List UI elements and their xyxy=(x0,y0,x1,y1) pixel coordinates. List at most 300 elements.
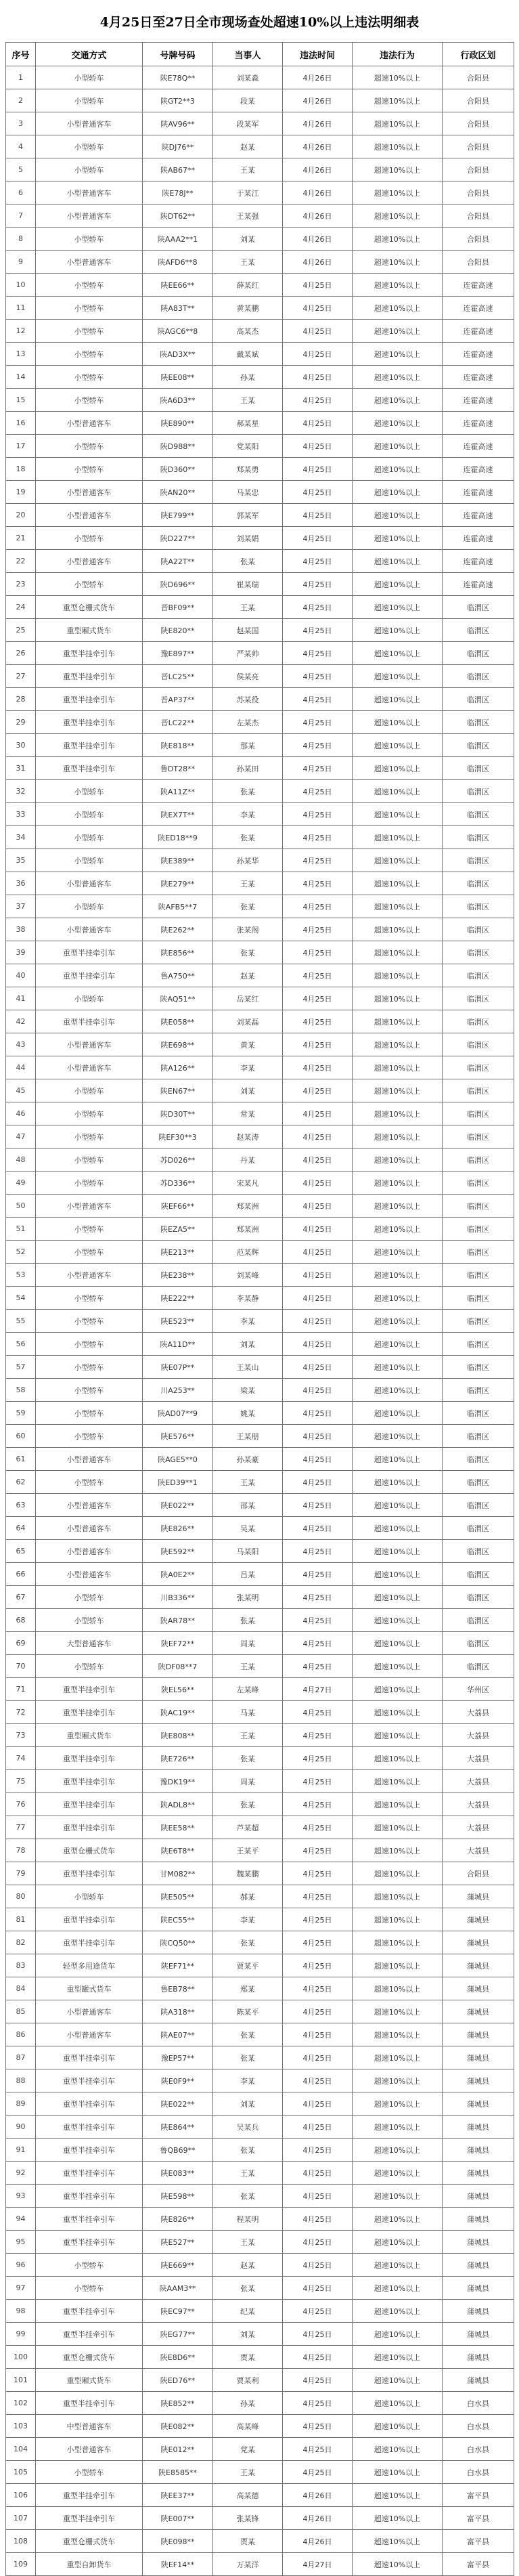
cell-violation: 超速10%以上 xyxy=(353,435,443,458)
table-row xyxy=(6,987,514,1010)
cell-violation: 超速10%以上 xyxy=(353,1793,443,1816)
table-row xyxy=(6,366,514,389)
cell-plate-number: 陕E78J** xyxy=(143,181,213,205)
table-row xyxy=(6,1333,514,1356)
cell-vehicle-type: 重型半挂牵引车 xyxy=(36,2323,143,2346)
cell-district: 临渭区 xyxy=(443,1655,514,1678)
cell-index: 44 xyxy=(6,1056,36,1079)
cell-plate-number: 陕E890** xyxy=(143,412,213,435)
cell-party: 张某 xyxy=(213,1609,283,1632)
cell-index: 57 xyxy=(6,1356,36,1379)
cell-violation: 超速10%以上 xyxy=(353,1885,443,1908)
table-row xyxy=(6,527,514,550)
cell-index: 79 xyxy=(6,1862,36,1885)
cell-violation: 超速10%以上 xyxy=(353,1908,443,1931)
cell-violation-date: 4月25日 xyxy=(283,987,353,1010)
table-row xyxy=(6,2254,514,2277)
cell-vehicle-type: 小型轿车 xyxy=(36,135,143,158)
table-row xyxy=(6,297,514,320)
cell-party: 孙某豪 xyxy=(213,1448,283,1471)
cell-plate-number: 甘M082** xyxy=(143,1862,213,1885)
cell-index: 31 xyxy=(6,757,36,780)
column-header-party: 当事人 xyxy=(213,43,283,66)
cell-violation-date: 4月25日 xyxy=(283,1908,353,1931)
cell-district: 蒲城县 xyxy=(443,2231,514,2254)
table-row xyxy=(6,1977,514,2000)
cell-violation: 超速10%以上 xyxy=(353,619,443,642)
cell-party: 李某 xyxy=(213,1908,283,1931)
cell-index: 45 xyxy=(6,1079,36,1102)
cell-district: 临渭区 xyxy=(443,642,514,665)
cell-violation: 超速10%以上 xyxy=(353,2116,443,2139)
cell-violation: 超速10%以上 xyxy=(353,504,443,527)
cell-violation-date: 4月26日 xyxy=(283,158,353,181)
cell-plate-number: 陕E726** xyxy=(143,1747,213,1770)
table-row xyxy=(6,412,514,435)
cell-plate-number: 陕E808** xyxy=(143,1724,213,1747)
table-row xyxy=(6,181,514,205)
cell-violation-date: 4月25日 xyxy=(283,2461,353,2484)
cell-district: 临渭区 xyxy=(443,1056,514,1079)
cell-index: 90 xyxy=(6,2116,36,2139)
cell-plate-number: 陕AN20** xyxy=(143,481,213,504)
cell-violation-date: 4月25日 xyxy=(283,1448,353,1471)
cell-district: 临渭区 xyxy=(443,1563,514,1586)
cell-vehicle-type: 小型轿车 xyxy=(36,1241,143,1264)
cell-violation: 超速10%以上 xyxy=(353,366,443,389)
cell-index: 87 xyxy=(6,2046,36,2069)
cell-index: 105 xyxy=(6,2461,36,2484)
cell-violation: 超速10%以上 xyxy=(353,1264,443,1287)
cell-index: 41 xyxy=(6,987,36,1010)
table-row xyxy=(6,2415,514,2438)
cell-district: 临渭区 xyxy=(443,1172,514,1195)
cell-index: 80 xyxy=(6,1885,36,1908)
cell-violation: 超速10%以上 xyxy=(353,2069,443,2092)
cell-vehicle-type: 重型半挂牵引车 xyxy=(36,1862,143,1885)
cell-violation: 超速10%以上 xyxy=(353,2323,443,2346)
cell-index: 15 xyxy=(6,389,36,412)
cell-vehicle-type: 小型轿车 xyxy=(36,1310,143,1333)
cell-district: 连霍高速 xyxy=(443,458,514,481)
cell-violation: 超速10%以上 xyxy=(353,1195,443,1218)
cell-violation: 超速10%以上 xyxy=(353,1494,443,1517)
cell-party: 芦某超 xyxy=(213,1816,283,1839)
table-row xyxy=(6,596,514,619)
cell-district: 临渭区 xyxy=(443,1471,514,1494)
table-row xyxy=(6,1079,514,1102)
cell-plate-number: 川A253** xyxy=(143,1379,213,1402)
cell-index: 55 xyxy=(6,1310,36,1333)
cell-vehicle-type: 重型半挂牵引车 xyxy=(36,2116,143,2139)
table-row xyxy=(6,1471,514,1494)
cell-index: 88 xyxy=(6,2069,36,2092)
cell-plate-number: 陕A0E2** xyxy=(143,1563,213,1586)
cell-district: 临渭区 xyxy=(443,1333,514,1356)
table-row xyxy=(6,1885,514,1908)
table-row xyxy=(6,1010,514,1033)
cell-district: 蒲城县 xyxy=(443,2323,514,2346)
cell-index: 107 xyxy=(6,2507,36,2530)
cell-plate-number: 陕AD3X** xyxy=(143,343,213,366)
table-row xyxy=(6,1494,514,1517)
cell-party: 那某 xyxy=(213,734,283,757)
cell-vehicle-type: 重型半挂牵引车 xyxy=(36,2300,143,2323)
cell-violation-date: 4月25日 xyxy=(283,1977,353,2000)
cell-party: 于某江 xyxy=(213,181,283,205)
cell-party: 张某 xyxy=(213,1793,283,1816)
table-row xyxy=(6,504,514,527)
table-row xyxy=(6,228,514,251)
cell-index: 4 xyxy=(6,135,36,158)
cell-violation: 超速10%以上 xyxy=(353,2369,443,2392)
cell-index: 70 xyxy=(6,1655,36,1678)
cell-plate-number: 陕D988** xyxy=(143,435,213,458)
cell-violation: 超速10%以上 xyxy=(353,1770,443,1793)
cell-violation: 超速10%以上 xyxy=(353,1125,443,1149)
table-row xyxy=(6,1125,514,1149)
cell-plate-number: 陕E262** xyxy=(143,918,213,941)
cell-violation: 超速10%以上 xyxy=(353,274,443,297)
cell-violation-date: 4月25日 xyxy=(283,458,353,481)
cell-violation-date: 4月26日 xyxy=(283,135,353,158)
cell-district: 连霍高速 xyxy=(443,320,514,343)
cell-violation: 超速10%以上 xyxy=(353,2461,443,2484)
cell-district: 连霍高速 xyxy=(443,481,514,504)
cell-violation: 超速10%以上 xyxy=(353,1218,443,1241)
table-row xyxy=(6,89,514,112)
cell-violation: 超速10%以上 xyxy=(353,2000,443,2023)
cell-plate-number: 陕CQ50** xyxy=(143,1931,213,1954)
table-row xyxy=(6,2116,514,2139)
cell-district: 临渭区 xyxy=(443,1195,514,1218)
table-row xyxy=(6,2369,514,2392)
cell-violation: 超速10%以上 xyxy=(353,1701,443,1724)
cell-vehicle-type: 小型轿车 xyxy=(36,1125,143,1149)
cell-violation-date: 4月25日 xyxy=(283,1241,353,1264)
cell-district: 临渭区 xyxy=(443,1149,514,1172)
cell-plate-number: 陕AGE5**0 xyxy=(143,1448,213,1471)
cell-violation: 超速10%以上 xyxy=(353,1816,443,1839)
cell-plate-number: 陕AD07**9 xyxy=(143,1402,213,1425)
table-row xyxy=(6,158,514,181)
cell-plate-number: 陕E213** xyxy=(143,1241,213,1264)
cell-index: 102 xyxy=(6,2392,36,2415)
cell-district: 临渭区 xyxy=(443,1102,514,1125)
cell-district: 临渭区 xyxy=(443,1609,514,1632)
cell-plate-number: 陕EE58** xyxy=(143,1816,213,1839)
cell-violation-date: 4月25日 xyxy=(283,1379,353,1402)
cell-violation: 超速10%以上 xyxy=(353,941,443,964)
cell-violation: 超速10%以上 xyxy=(353,2553,443,2576)
cell-district: 合阳县 xyxy=(443,135,514,158)
cell-violation-date: 4月25日 xyxy=(283,1264,353,1287)
cell-violation-date: 4月25日 xyxy=(283,2000,353,2023)
cell-party: 郑某洲 xyxy=(213,1195,283,1218)
cell-vehicle-type: 重型半挂牵引车 xyxy=(36,1010,143,1033)
cell-violation-date: 4月25日 xyxy=(283,1954,353,1977)
cell-index: 73 xyxy=(6,1724,36,1747)
cell-plate-number: 陕ED39**1 xyxy=(143,1471,213,1494)
cell-violation: 超速10%以上 xyxy=(353,803,443,826)
table-row xyxy=(6,1033,514,1056)
cell-plate-number: 陕AGC6**8 xyxy=(143,320,213,343)
cell-violation: 超速10%以上 xyxy=(353,1586,443,1609)
cell-vehicle-type: 重型半挂牵引车 xyxy=(36,1747,143,1770)
cell-district: 临渭区 xyxy=(443,619,514,642)
cell-violation: 超速10%以上 xyxy=(353,1954,443,1977)
cell-party: 岳某红 xyxy=(213,987,283,1010)
cell-index: 2 xyxy=(6,89,36,112)
cell-violation-date: 4月26日 xyxy=(283,228,353,251)
cell-violation-date: 4月25日 xyxy=(283,1494,353,1517)
cell-vehicle-type: 小型轿车 xyxy=(36,1079,143,1102)
table-row xyxy=(6,1770,514,1793)
cell-party: 赵某 xyxy=(213,2254,283,2277)
cell-party: 张某 xyxy=(213,2139,283,2162)
cell-vehicle-type: 小型轿车 xyxy=(36,366,143,389)
cell-party: 刘某峰 xyxy=(213,1264,283,1287)
table-row xyxy=(6,2046,514,2069)
cell-violation-date: 4月25日 xyxy=(283,1632,353,1655)
cell-violation: 超速10%以上 xyxy=(353,1149,443,1172)
cell-party: 马某 xyxy=(213,1701,283,1724)
cell-violation: 超速10%以上 xyxy=(353,343,443,366)
cell-index: 14 xyxy=(6,366,36,389)
table-row xyxy=(6,1632,514,1655)
cell-vehicle-type: 小型普通客车 xyxy=(36,1264,143,1287)
table-row xyxy=(6,2392,514,2415)
cell-plate-number: 鲁QB69** xyxy=(143,2139,213,2162)
table-row xyxy=(6,895,514,918)
table-row xyxy=(6,573,514,596)
cell-violation: 超速10%以上 xyxy=(353,1402,443,1425)
cell-district: 临渭区 xyxy=(443,711,514,734)
cell-index: 66 xyxy=(6,1563,36,1586)
column-header-vehicle-type: 交通方式 xyxy=(36,43,143,66)
cell-violation-date: 4月25日 xyxy=(283,1033,353,1056)
cell-violation-date: 4月25日 xyxy=(283,2023,353,2046)
table-row xyxy=(6,1747,514,1770)
table-row xyxy=(6,1816,514,1839)
table-row xyxy=(6,251,514,274)
cell-vehicle-type: 重型半挂牵引车 xyxy=(36,2046,143,2069)
cell-vehicle-type: 重型仓栅式货车 xyxy=(36,2346,143,2369)
cell-violation-date: 4月25日 xyxy=(283,2438,353,2461)
cell-index: 33 xyxy=(6,803,36,826)
cell-district: 蒲城县 xyxy=(443,2300,514,2323)
cell-party: 李某 xyxy=(213,1310,283,1333)
cell-plate-number: 陕EF14** xyxy=(143,2553,213,2576)
cell-violation-date: 4月25日 xyxy=(283,941,353,964)
cell-vehicle-type: 小型轿车 xyxy=(36,435,143,458)
cell-violation: 超速10%以上 xyxy=(353,1079,443,1102)
table-row xyxy=(6,1241,514,1264)
cell-plate-number: 陕EC55** xyxy=(143,1908,213,1931)
cell-party: 刘某娟 xyxy=(213,527,283,550)
table-row xyxy=(6,205,514,228)
cell-violation-date: 4月25日 xyxy=(283,1333,353,1356)
table-row xyxy=(6,1724,514,1747)
cell-violation: 超速10%以上 xyxy=(353,1287,443,1310)
cell-index: 58 xyxy=(6,1379,36,1402)
cell-plate-number: 陕E083** xyxy=(143,2162,213,2185)
cell-party: 王某 xyxy=(213,1655,283,1678)
cell-violation-date: 4月25日 xyxy=(283,2208,353,2231)
cell-plate-number: 陕AAM3** xyxy=(143,2277,213,2300)
cell-party: 王某山 xyxy=(213,1356,283,1379)
cell-plate-number: 陕AC19** xyxy=(143,1701,213,1724)
cell-vehicle-type: 重型半挂牵引车 xyxy=(36,2231,143,2254)
cell-index: 63 xyxy=(6,1494,36,1517)
cell-plate-number: 陕EF30**3 xyxy=(143,1125,213,1149)
cell-index: 74 xyxy=(6,1747,36,1770)
cell-party: 党某阳 xyxy=(213,435,283,458)
cell-district: 富平县 xyxy=(443,2530,514,2553)
cell-party: 李某 xyxy=(213,2069,283,2092)
cell-plate-number: 陕E098** xyxy=(143,2530,213,2553)
cell-vehicle-type: 小型轿车 xyxy=(36,1655,143,1678)
cell-party: 刘某磊 xyxy=(213,1010,283,1033)
cell-district: 蒲城县 xyxy=(443,1908,514,1931)
cell-plate-number: 陕E082** xyxy=(143,2415,213,2438)
cell-party: 戴某斌 xyxy=(213,343,283,366)
cell-district: 临渭区 xyxy=(443,1264,514,1287)
cell-violation-date: 4月25日 xyxy=(283,1402,353,1425)
violation-table xyxy=(5,42,514,2576)
cell-violation: 超速10%以上 xyxy=(353,1241,443,1264)
cell-violation-date: 4月25日 xyxy=(283,1793,353,1816)
table-row xyxy=(6,1586,514,1609)
cell-district: 临渭区 xyxy=(443,1079,514,1102)
cell-violation: 超速10%以上 xyxy=(353,665,443,688)
cell-index: 12 xyxy=(6,320,36,343)
table-row xyxy=(6,1264,514,1287)
table-row xyxy=(6,1195,514,1218)
table-row xyxy=(6,2023,514,2046)
cell-party: 程某明 xyxy=(213,2208,283,2231)
cell-plate-number: 陕EG77** xyxy=(143,2323,213,2346)
table-row xyxy=(6,1839,514,1862)
cell-violation: 超速10%以上 xyxy=(353,987,443,1010)
cell-violation: 超速10%以上 xyxy=(353,849,443,872)
cell-vehicle-type: 小型普通客车 xyxy=(36,918,143,941)
cell-district: 蒲城县 xyxy=(443,1885,514,1908)
cell-vehicle-type: 重型半挂牵引车 xyxy=(36,642,143,665)
cell-index: 16 xyxy=(6,412,36,435)
cell-violation-date: 4月25日 xyxy=(283,1747,353,1770)
cell-party: 王某 xyxy=(213,2231,283,2254)
cell-district: 临渭区 xyxy=(443,1356,514,1379)
cell-index: 86 xyxy=(6,2023,36,2046)
cell-party: 薛某红 xyxy=(213,274,283,297)
column-header-district: 行政区划 xyxy=(443,43,514,66)
cell-violation-date: 4月25日 xyxy=(283,2092,353,2116)
cell-plate-number: 陕E238** xyxy=(143,1264,213,1287)
cell-index: 106 xyxy=(6,2484,36,2507)
cell-vehicle-type: 小型轿车 xyxy=(36,389,143,412)
cell-vehicle-type: 小型普通客车 xyxy=(36,481,143,504)
cell-violation: 超速10%以上 xyxy=(353,389,443,412)
cell-district: 连霍高速 xyxy=(443,343,514,366)
cell-plate-number: 陕A83T** xyxy=(143,297,213,320)
cell-index: 83 xyxy=(6,1954,36,1977)
cell-plate-number: 陕E022** xyxy=(143,2092,213,2116)
cell-violation-date: 4月25日 xyxy=(283,1172,353,1195)
cell-district: 临渭区 xyxy=(443,849,514,872)
table-row xyxy=(6,1908,514,1931)
cell-violation: 超速10%以上 xyxy=(353,780,443,803)
cell-plate-number: 陕E8D6** xyxy=(143,2346,213,2369)
cell-index: 18 xyxy=(6,458,36,481)
cell-district: 临渭区 xyxy=(443,1310,514,1333)
cell-violation: 超速10%以上 xyxy=(353,1448,443,1471)
cell-violation-date: 4月27日 xyxy=(283,1678,353,1701)
cell-vehicle-type: 重型半挂牵引车 xyxy=(36,2185,143,2208)
cell-vehicle-type: 小型普通客车 xyxy=(36,2438,143,2461)
cell-index: 60 xyxy=(6,1425,36,1448)
cell-violation-date: 4月25日 xyxy=(283,2415,353,2438)
cell-vehicle-type: 小型轿车 xyxy=(36,1609,143,1632)
cell-violation-date: 4月25日 xyxy=(283,412,353,435)
cell-index: 84 xyxy=(6,1977,36,2000)
table-row xyxy=(6,2069,514,2092)
cell-party: 吴某兵 xyxy=(213,2116,283,2139)
cell-district: 临渭区 xyxy=(443,872,514,895)
column-header-violation: 违法行为 xyxy=(353,43,443,66)
cell-index: 39 xyxy=(6,941,36,964)
cell-district: 临渭区 xyxy=(443,1125,514,1149)
cell-vehicle-type: 重型仓栅式货车 xyxy=(36,1839,143,1862)
column-header-index: 序号 xyxy=(6,43,36,66)
cell-district: 连霍高速 xyxy=(443,435,514,458)
cell-index: 11 xyxy=(6,297,36,320)
cell-district: 临渭区 xyxy=(443,1010,514,1033)
cell-plate-number: 陕AV96** xyxy=(143,112,213,135)
cell-violation-date: 4月25日 xyxy=(283,297,353,320)
cell-district: 合阳县 xyxy=(443,66,514,89)
cell-vehicle-type: 小型轿车 xyxy=(36,1102,143,1125)
cell-index: 52 xyxy=(6,1241,36,1264)
table-row xyxy=(6,780,514,803)
cell-plate-number: 陕DF08**7 xyxy=(143,1655,213,1678)
cell-violation-date: 4月25日 xyxy=(283,665,353,688)
cell-party: 张某 xyxy=(213,826,283,849)
cell-vehicle-type: 大型普通客车 xyxy=(36,1632,143,1655)
cell-violation: 超速10%以上 xyxy=(353,1678,443,1701)
cell-district: 大荔县 xyxy=(443,1839,514,1862)
cell-party: 李某静 xyxy=(213,1287,283,1310)
table-row xyxy=(6,1862,514,1885)
cell-index: 95 xyxy=(6,2231,36,2254)
cell-violation-date: 4月25日 xyxy=(283,1816,353,1839)
table-row xyxy=(6,734,514,757)
cell-party: 赵某 xyxy=(213,964,283,987)
cell-vehicle-type: 小型轿车 xyxy=(36,826,143,849)
cell-party: 马某忠 xyxy=(213,481,283,504)
cell-index: 30 xyxy=(6,734,36,757)
cell-vehicle-type: 小型普通客车 xyxy=(36,1517,143,1540)
cell-violation-date: 4月27日 xyxy=(283,2553,353,2576)
cell-violation-date: 4月26日 xyxy=(283,112,353,135)
cell-plate-number: 晋AP37** xyxy=(143,688,213,711)
cell-violation-date: 4月25日 xyxy=(283,2069,353,2092)
cell-plate-number: 陕E698** xyxy=(143,1033,213,1056)
cell-party: 张某锋 xyxy=(213,2507,283,2530)
cell-vehicle-type: 小型普通客车 xyxy=(36,872,143,895)
cell-violation-date: 4月25日 xyxy=(283,1563,353,1586)
cell-vehicle-type: 小型普通客车 xyxy=(36,1448,143,1471)
